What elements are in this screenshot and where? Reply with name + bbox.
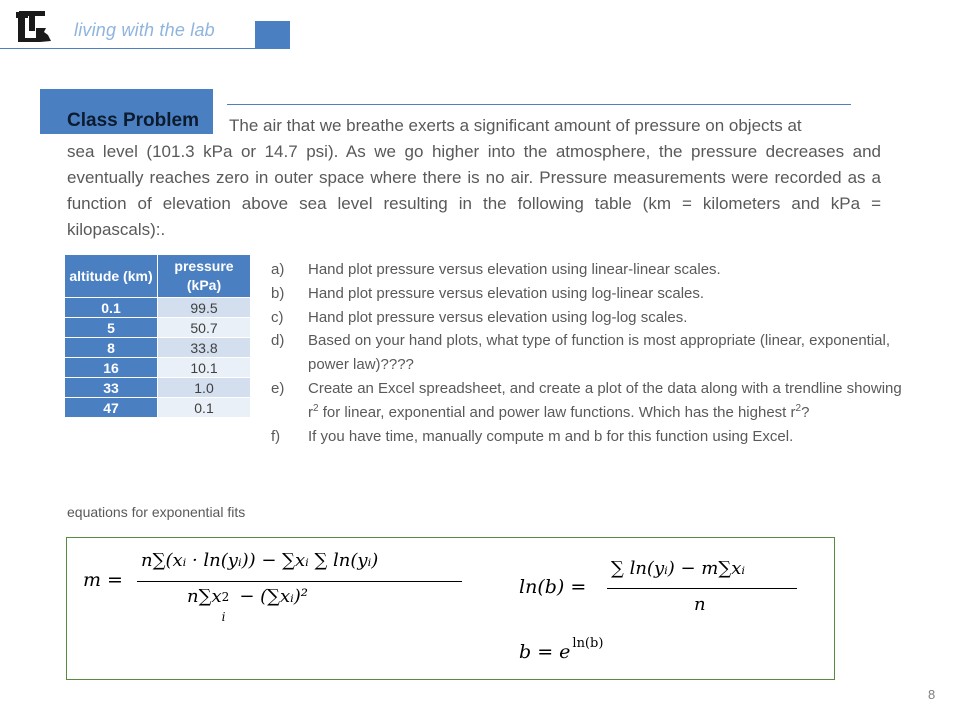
page-number: 8 (928, 687, 936, 702)
task-list (271, 258, 911, 448)
task-text-part: for linear, exponential and power law functions. Which has the highest r (318, 403, 796, 421)
task-text-part: ? (801, 403, 810, 421)
header-tagline: living with the lab (74, 20, 215, 40)
lnb-equation-lhs: ln(b) = (519, 576, 587, 598)
b-equation-lhs: b = e (519, 641, 571, 663)
list-item (271, 377, 911, 425)
task-text: Hand plot pressure versus elevation using linear-linear scales. (308, 261, 721, 278)
intro-paragraph: sea level (101.3 kPa or 14.7 psi). As we go higher into the atmosphere, the pressure decreases and eventually reaches zero in outer space where there is no air. Pressure measurements were recorded as a function of elevation above sea level resulting in the following table (km = kilometers and kPa = kilopascals):. (67, 142, 881, 239)
task-text-part: Create an Excel spreadsheet, and create a plot of the data along with a trendline showing r (308, 379, 902, 421)
table-row (65, 358, 251, 378)
altitude-cell: 0.1 (65, 298, 158, 318)
task-text: Hand plot pressure versus elevation using log-log scales. (308, 308, 688, 326)
m-denominator (187, 586, 309, 624)
task-letter: a) (271, 261, 285, 278)
m-fraction-bar (137, 581, 462, 582)
superscript: 2 (313, 402, 319, 414)
table-header-row (65, 255, 251, 298)
task-letter: b) (271, 284, 285, 302)
pressure-cell: 50.7 (158, 318, 251, 338)
lnb-fraction-bar (607, 588, 797, 589)
altitude-cell: 33 (65, 378, 158, 398)
list-item (271, 425, 911, 449)
pressure-cell: 1.0 (158, 378, 251, 398)
lnb-numerator: ∑ ln(yᵢ) − m∑xᵢ (611, 558, 745, 579)
pressure-cell: 99.5 (158, 298, 251, 318)
table-row (65, 318, 251, 338)
title-divider (227, 104, 851, 105)
equations-box (66, 537, 835, 680)
intro-first-line: The air that we breathe exerts a significant amount of pressure on objects at (229, 116, 802, 135)
altitude-cell: 16 (65, 358, 158, 378)
list-item (271, 282, 911, 306)
table-row (65, 298, 251, 318)
header-divider (0, 48, 290, 49)
subscript: i (221, 610, 226, 624)
superscript: 2 (221, 590, 230, 604)
lnb-denominator: n (694, 594, 706, 615)
pressure-cell: 33.8 (158, 338, 251, 358)
task-letter: f) (271, 427, 281, 445)
task-text: If you have time, manually compute m and b for this function using Excel. (308, 427, 794, 445)
b-equation (519, 636, 604, 663)
m-denominator-part: − (∑xᵢ)² (233, 586, 309, 607)
task-text: Based on your hand plots, what type of function is most appropriate (linear, exponential, power law)???? (308, 332, 891, 374)
altitude-cell: 8 (65, 338, 158, 358)
table-row (65, 378, 251, 398)
task-letter: e) (271, 379, 285, 397)
b-exponent: ln(b) (572, 636, 604, 651)
slide-title: Class Problem (67, 110, 199, 131)
list-item (271, 306, 911, 330)
superscript: 2 (795, 402, 802, 414)
altitude-cell: 5 (65, 318, 158, 338)
header-accent-square (255, 21, 290, 49)
list-item (271, 258, 911, 282)
m-denominator-part: n∑x (187, 586, 222, 607)
task-letter: d) (271, 332, 285, 350)
column-header-altitude: altitude (km) (65, 255, 158, 298)
m-equation-lhs: m = (83, 569, 123, 591)
altitude-pressure-table (64, 254, 251, 418)
task-text: Hand plot pressure versus elevation using log-linear scales. (308, 284, 705, 302)
task-letter: c) (271, 308, 284, 326)
table-row (65, 338, 251, 358)
column-header-pressure: pressure (kPa) (158, 255, 251, 298)
pressure-cell: 0.1 (158, 398, 251, 418)
pressure-cell: 10.1 (158, 358, 251, 378)
task-text (308, 377, 911, 425)
m-numerator: n∑(xᵢ · ln(yᵢ)) − ∑xᵢ ∑ ln(yᵢ) (141, 550, 379, 571)
louisiana-tech-state-logo (14, 8, 54, 44)
altitude-cell: 47 (65, 398, 158, 418)
list-item (271, 329, 911, 377)
equations-caption: equations for exponential fits (67, 504, 246, 520)
table-row (65, 398, 251, 418)
